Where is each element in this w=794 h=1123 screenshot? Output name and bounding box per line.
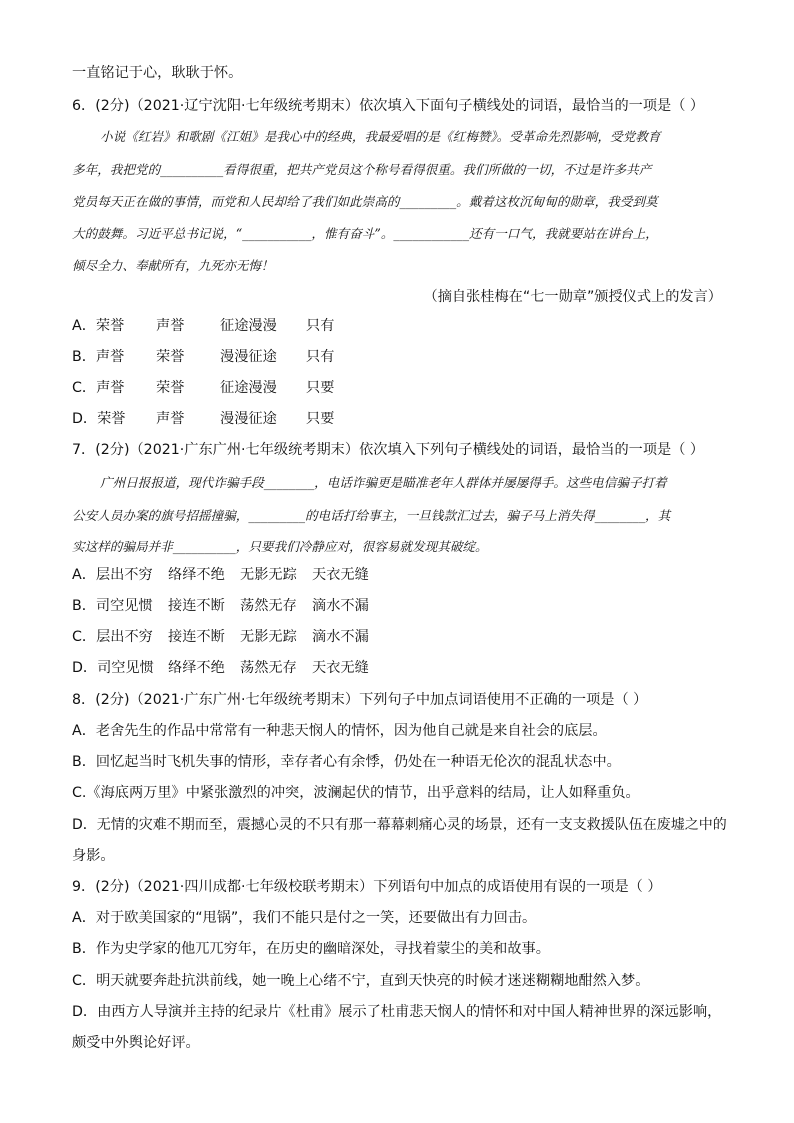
q6-passage-line: 倾尽全力、奉献所有，九死亦无悔！	[72, 258, 274, 273]
q8-option-b: B．回忆起当时飞机失事的情形，幸存者心有余悸，仍处在一种语无伦次的混乱状态中。	[72, 754, 621, 770]
q6-option-c	[72, 378, 334, 398]
option-word: A．层出不穷	[72, 567, 153, 583]
option-word: B．司空见惯	[72, 598, 153, 614]
q8-option-c: C.《海底两万里》中紧张激烈的冲突，波澜起伏的情节，出乎意料的结局，让人如释重负。	[72, 785, 640, 801]
q6-source: （摘自张桂梅在“七一勋章”颁授仪式上的发言）	[423, 289, 722, 305]
option-word: 漫漫征途	[220, 349, 277, 365]
q7-option-a	[72, 565, 369, 585]
option-word: 荣誉	[156, 380, 185, 396]
option-word: 滴水不漏	[312, 629, 369, 645]
option-word: 只要	[306, 380, 335, 396]
option-word: C．声誉	[72, 380, 125, 396]
option-word: D．司空见惯	[72, 660, 154, 676]
q7-passage-line: 公安人员办案的旗号招摇撞骗，_________的电话打给事主，一旦钱款汇过去，骗子马上消失得________，其	[72, 508, 671, 523]
option-word: 声誉	[156, 318, 185, 334]
q7-passage-line: 广州日报报道，现代诈骗手段________，电话诈骗更是瞄准老年人群体并屡屡得手。这些电信骗子打着	[100, 475, 667, 490]
option-word: 征途漫漫	[220, 380, 277, 396]
q8-option-a: A．老舍先生的作品中常常有一种悲天悯人的情怀，因为他自己就是来自社会的底层。	[72, 723, 607, 739]
option-word: 只有	[306, 318, 335, 334]
option-word: 征途漫漫	[220, 318, 277, 334]
option-word: 天衣无缝	[312, 660, 369, 676]
q8-option-d: D．无情的灾难不期而至，震撼心灵的不只有那一幕幕刺痛心灵的场景，还有一支支救援队伍在废墟之中的	[72, 817, 727, 833]
option-word: 只有	[306, 349, 335, 365]
q9-option-d: D．由西方人导演并主持的纪录片《杜甫》展示了杜甫悲天悯人的情怀和对中国人精神世界的深远影响，	[72, 1004, 722, 1020]
option-word: 络绎不绝	[168, 567, 225, 583]
option-word: 只要	[306, 411, 335, 427]
q7-option-d	[72, 658, 369, 678]
option-word: 无影无踪	[240, 629, 297, 645]
option-word: 荣誉	[156, 349, 185, 365]
q7-stem: 7．(2分)（2021·广东广州·七年级统考期末）依次填入下列句子横线处的词语，最恰当的一项是（ ）	[72, 442, 705, 458]
option-word: B．声誉	[72, 349, 125, 365]
q9-stem: 9．(2分)（2021·四川成都·七年级校联考期末）下列语句中加点的成语使用有误的一项是（ ）	[72, 879, 662, 895]
option-word: C．层出不穷	[72, 629, 153, 645]
option-word: 荡然无存	[240, 598, 297, 614]
continued-text-line: 一直铭记于心，耿耿于怀。	[72, 65, 243, 81]
q6-option-b	[72, 347, 334, 367]
q7-passage-line: 实这样的骗局并非__________，只要我们冷静应对，很容易就发现其破绽。	[72, 539, 488, 554]
q6-option-d	[72, 409, 334, 429]
option-word: 滴水不漏	[312, 598, 369, 614]
q9-option-d-cont: 颇受中外舆论好评。	[72, 1035, 200, 1051]
q8-stem: 8．(2分)（2021·广东广州·七年级统考期末）下列句子中加点词语使用不正确的一项是（ ）	[72, 692, 648, 708]
q7-option-c	[72, 627, 369, 647]
option-word: 声誉	[156, 411, 185, 427]
option-word: 接连不断	[168, 629, 225, 645]
option-word: D．荣誉	[72, 411, 126, 427]
q6-passage-line: 大的鼓舞。习近平总书记说，“___________，惟有奋斗”。____________还有一口气，我就要站在讲台上，	[72, 226, 658, 241]
option-word: 络绎不绝	[168, 660, 225, 676]
q6-passage-line: 小说《红岩》和歌剧《江姐》是我心中的经典，我最爱唱的是《红梅赞》。受革命先烈影响，受党教育	[100, 129, 661, 144]
option-word: A．荣誉	[72, 318, 125, 334]
option-word: 漫漫征途	[220, 411, 277, 427]
option-word: 天衣无缝	[312, 567, 369, 583]
q6-option-a	[72, 316, 334, 336]
q9-option-c: C．明天就要奔赴抗洪前线，她一晚上心绪不宁，直到天快亮的时候才迷迷糊糊地酣然入梦。	[72, 973, 650, 989]
q6-passage-line: 党员每天正在做的事情，而党和人民却给了我们如此崇高的_________。戴着这枚沉甸甸的勋章，我受到莫	[72, 194, 658, 209]
option-word: 无影无踪	[240, 567, 297, 583]
q7-option-b	[72, 596, 369, 616]
q9-option-b: B．作为史学家的他兀兀穷年，在历史的幽暗深处，寻找着蒙尘的美和故事。	[72, 941, 550, 957]
option-word: 荡然无存	[240, 660, 297, 676]
q9-option-a: A．对于欧美国家的“甩锅”，我们不能只是付之一笑，还要做出有力回击。	[72, 910, 537, 926]
option-word: 接连不断	[168, 598, 225, 614]
q8-option-d-cont: 身影。	[72, 848, 115, 864]
q6-passage-line: 多年，我把党的__________看得很重，把共产党员这个称号看得很重。我们所做的一切，不过是许多共产	[72, 162, 652, 177]
q6-stem: 6．(2分)（2021·辽宁沈阳·七年级统考期末）依次填入下面句子横线处的词语，最恰当的一项是（ ）	[72, 98, 705, 114]
